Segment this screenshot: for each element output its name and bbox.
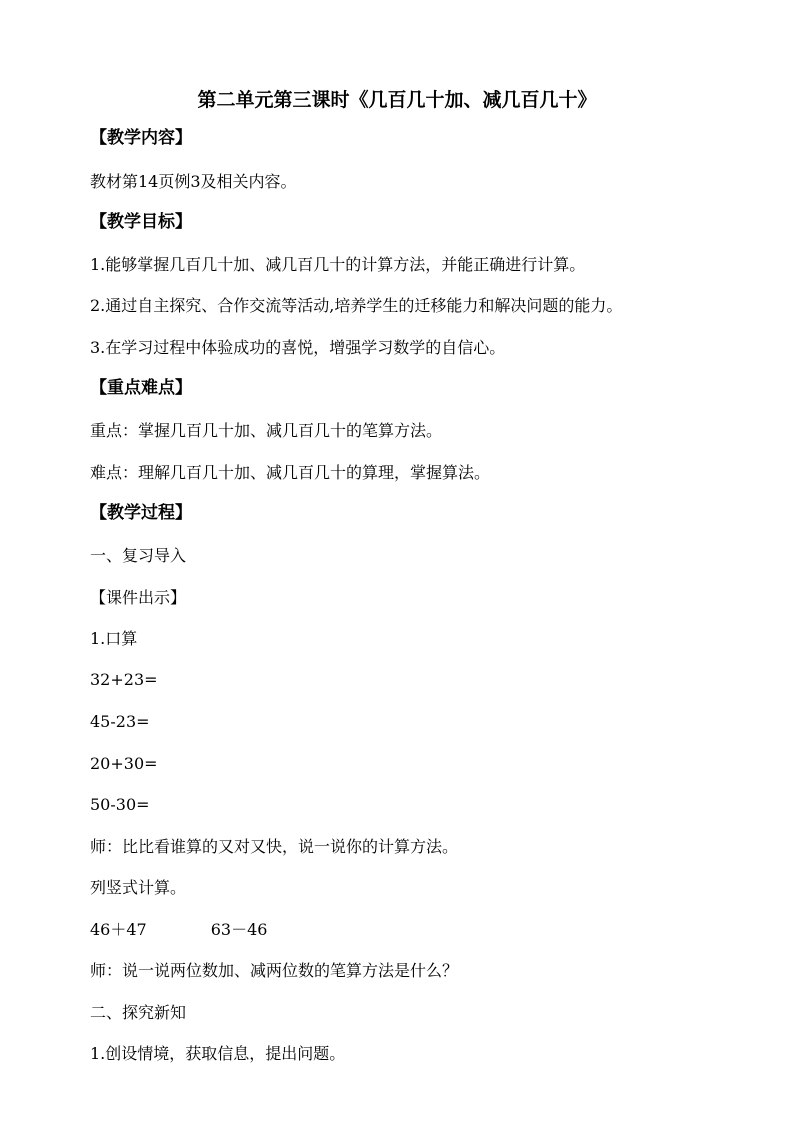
vertical-calc-row bbox=[90, 918, 267, 942]
vertical-calc-b: 63－46 bbox=[210, 920, 268, 939]
teacher-prompt-2: 师：说一说两位数加、减两位数的笔算方法是什么？ bbox=[90, 961, 459, 980]
expression-4: 50-30= bbox=[90, 795, 150, 814]
courseware-label: 【课件出示】 bbox=[90, 588, 187, 607]
heading-key-difficult-points: 【重点难点】 bbox=[90, 378, 192, 398]
goal-item-2: 2.通过自主探究、合作交流等活动,培养学生的迁移能力和解决问题的能力。 bbox=[90, 296, 623, 315]
expression-2: 45-23= bbox=[90, 712, 150, 731]
vertical-calc-label: 列竖式计算。 bbox=[90, 878, 187, 897]
step-review-intro: 一、复习导入 bbox=[90, 546, 187, 565]
document-title: 第二单元第三课时《几百几十加、减几百几十》 bbox=[197, 89, 597, 111]
step-explore-new: 二、探究新知 bbox=[90, 1003, 187, 1022]
heading-teaching-content: 【教学内容】 bbox=[90, 128, 192, 148]
difficult-point-text: 难点：理解几百几十加、减几百几十的算理，掌握算法。 bbox=[90, 463, 491, 482]
key-point-text: 重点：掌握几百几十加、减几百几十的笔算方法。 bbox=[90, 421, 443, 440]
situation-item: 1.创设情境，获取信息，提出问题。 bbox=[90, 1044, 346, 1063]
expression-1: 32+23= bbox=[90, 670, 158, 689]
heading-teaching-goals: 【教学目标】 bbox=[90, 212, 192, 232]
goal-item-1: 1.能够掌握几百几十加、减几百几十的计算方法，并能正确进行计算。 bbox=[90, 255, 586, 274]
goal-item-3: 3.在学习过程中体验成功的喜悦，增强学习数学的自信心。 bbox=[90, 338, 506, 357]
oral-calc-label: 1.口算 bbox=[90, 629, 138, 648]
expression-3: 20+30= bbox=[90, 754, 158, 773]
teaching-content-text: 教材第14页例3及相关内容。 bbox=[90, 172, 297, 191]
vertical-calc-a: 46＋47 bbox=[90, 920, 147, 939]
heading-teaching-process: 【教学过程】 bbox=[90, 503, 192, 523]
teacher-prompt-1: 师：比比看谁算的又对又快，说一说你的计算方法。 bbox=[90, 837, 459, 856]
